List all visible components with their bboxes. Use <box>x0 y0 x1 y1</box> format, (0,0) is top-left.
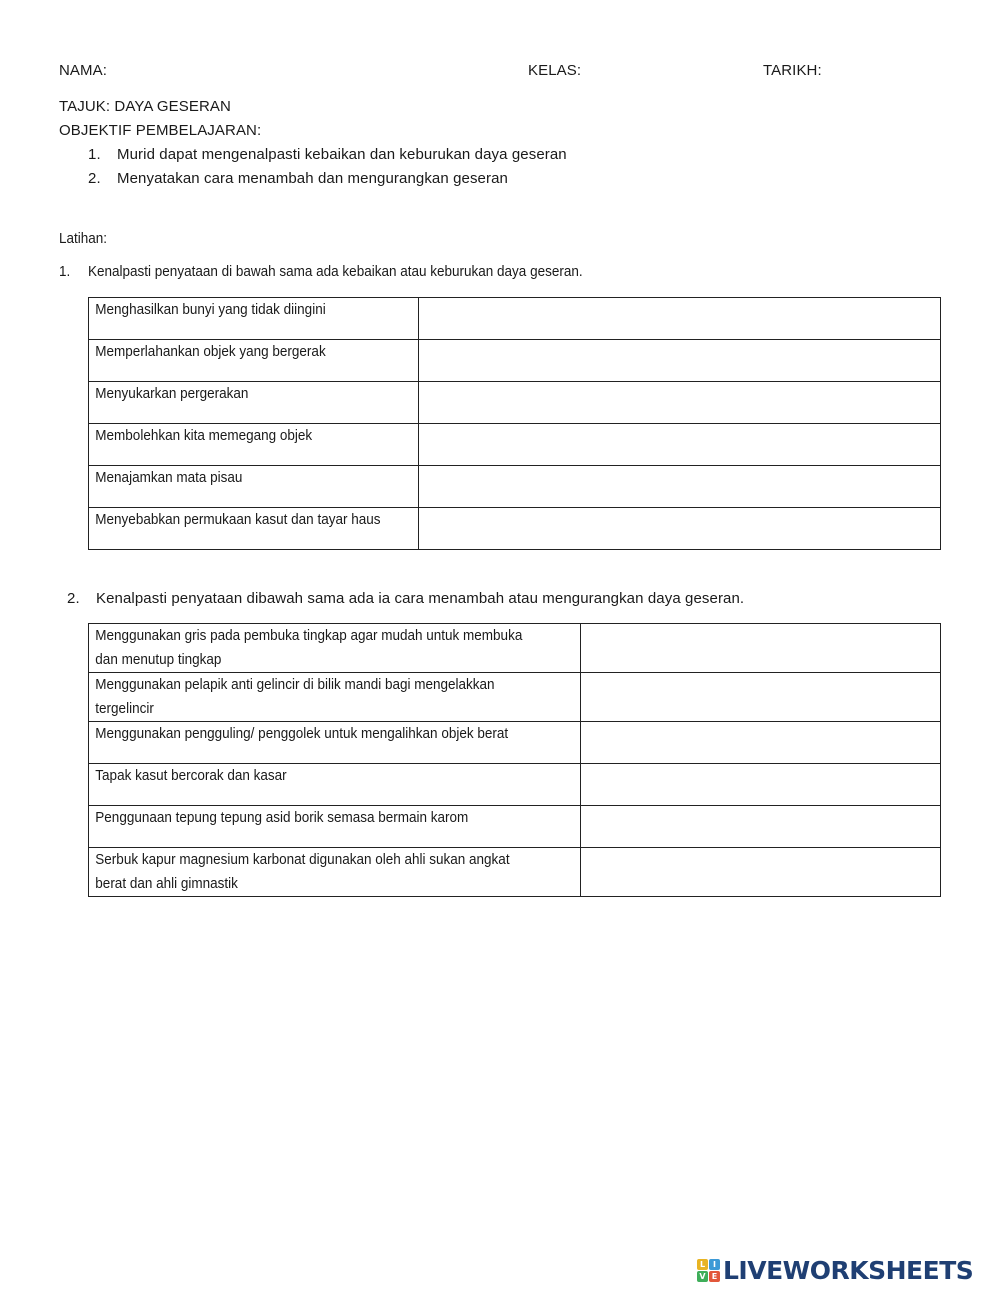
logo-mark-letter: L <box>697 1259 708 1270</box>
statement-cell <box>89 806 581 848</box>
table-row <box>89 466 941 508</box>
table-row <box>89 382 941 424</box>
question-1-text: Kenalpasti penyataan di bawah sama ada kebaikan atau keburukan daya geseran. <box>88 263 583 280</box>
liveworksheets-logo <box>697 1255 973 1285</box>
logo-mark-letter: I <box>709 1259 720 1270</box>
table-row <box>89 722 941 764</box>
statement-cell <box>89 382 419 424</box>
logo-mark-letter: E <box>709 1271 720 1282</box>
statement-text-line: tergelincir <box>95 700 154 717</box>
statement-cell <box>89 848 581 897</box>
answer-cell[interactable] <box>581 806 941 848</box>
table-row <box>89 848 941 897</box>
statement-text: Membolehkan kita memegang objek <box>95 427 313 444</box>
answer-cell[interactable] <box>581 624 941 673</box>
answer-cell[interactable] <box>419 382 941 424</box>
statement-text-line: Menggunakan pelapik anti gelincir di bilik mandi bagi mengelakkan <box>95 676 495 693</box>
answer-cell[interactable] <box>581 722 941 764</box>
answer-cell[interactable] <box>419 340 941 382</box>
objectives-heading: OBJEKTIF PEMBELAJARAN: <box>59 122 262 139</box>
question-2-text: Kenalpasti penyataan dibawah sama ada ia cara menambah atau mengurangkan daya geseran. <box>96 590 745 607</box>
logo-wordmark: LIVEWORKSHEETS <box>723 1255 974 1285</box>
table-row <box>89 298 941 340</box>
answer-cell[interactable] <box>419 298 941 340</box>
statement-text: Menyebabkan permukaan kasut dan tayar haus <box>95 511 381 528</box>
statement-text-line: berat dan ahli gimnastik <box>95 875 238 892</box>
table-row <box>89 508 941 550</box>
objective-number: 1. <box>88 146 101 163</box>
table-row <box>89 340 941 382</box>
table-row <box>89 764 941 806</box>
statement-text: Menyukarkan pergerakan <box>95 385 249 402</box>
statement-text-line: Serbuk kapur magnesium karbonat digunakan oleh ahli sukan angkat <box>95 851 510 868</box>
answer-cell[interactable] <box>419 424 941 466</box>
logo-mark-letter: V <box>697 1271 708 1282</box>
statement-cell <box>89 466 419 508</box>
answer-cell[interactable] <box>419 466 941 508</box>
statement-text: Memperlahankan objek yang bergerak <box>95 343 326 360</box>
tarikh-label: TARIKH: <box>763 62 822 79</box>
answer-cell[interactable] <box>581 764 941 806</box>
statement-cell <box>89 673 581 722</box>
answer-cell[interactable] <box>581 848 941 897</box>
statement-text-line: Tapak kasut bercorak dan kasar <box>95 767 287 784</box>
statement-text: Menajamkan mata pisau <box>95 469 243 486</box>
statement-text-line: Penggunaan tepung tepung asid borik semasa bermain karom <box>95 809 469 826</box>
objective-text: Menyatakan cara menambah dan mengurangkan geseran <box>117 170 508 187</box>
statement-cell <box>89 722 581 764</box>
kelas-label: KELAS: <box>528 62 582 79</box>
table-row <box>89 806 941 848</box>
answer-cell[interactable] <box>419 508 941 550</box>
objective-text: Murid dapat mengenalpasti kebaikan dan keburukan daya geseran <box>117 146 567 163</box>
table-row <box>89 673 941 722</box>
statement-cell <box>89 764 581 806</box>
question-1-table <box>88 297 941 550</box>
exercise-heading: Latihan: <box>59 230 108 247</box>
statement-cell <box>89 340 419 382</box>
statement-text-line: Menggunakan gris pada pembuka tingkap agar mudah untuk membuka <box>95 627 523 644</box>
statement-cell <box>89 624 581 673</box>
statement-cell <box>89 424 419 466</box>
question-2-number: 2. <box>67 590 80 607</box>
question-1-number: 1. <box>59 263 71 280</box>
topic-title: TAJUK: DAYA GESERAN <box>59 98 231 115</box>
objective-number: 2. <box>88 170 101 187</box>
question-2-table <box>88 623 941 897</box>
statement-cell <box>89 508 419 550</box>
statement-cell <box>89 298 419 340</box>
nama-label: NAMA: <box>59 62 108 79</box>
table-row <box>89 624 941 673</box>
statement-text-line: Menggunakan pengguling/ penggolek untuk mengalihkan objek berat <box>95 725 509 742</box>
liveworksheets-logo-icon <box>697 1259 720 1282</box>
table-row <box>89 424 941 466</box>
statement-text-line: dan menutup tingkap <box>95 651 222 668</box>
statement-text: Menghasilkan bunyi yang tidak diingini <box>95 301 326 318</box>
answer-cell[interactable] <box>581 673 941 722</box>
